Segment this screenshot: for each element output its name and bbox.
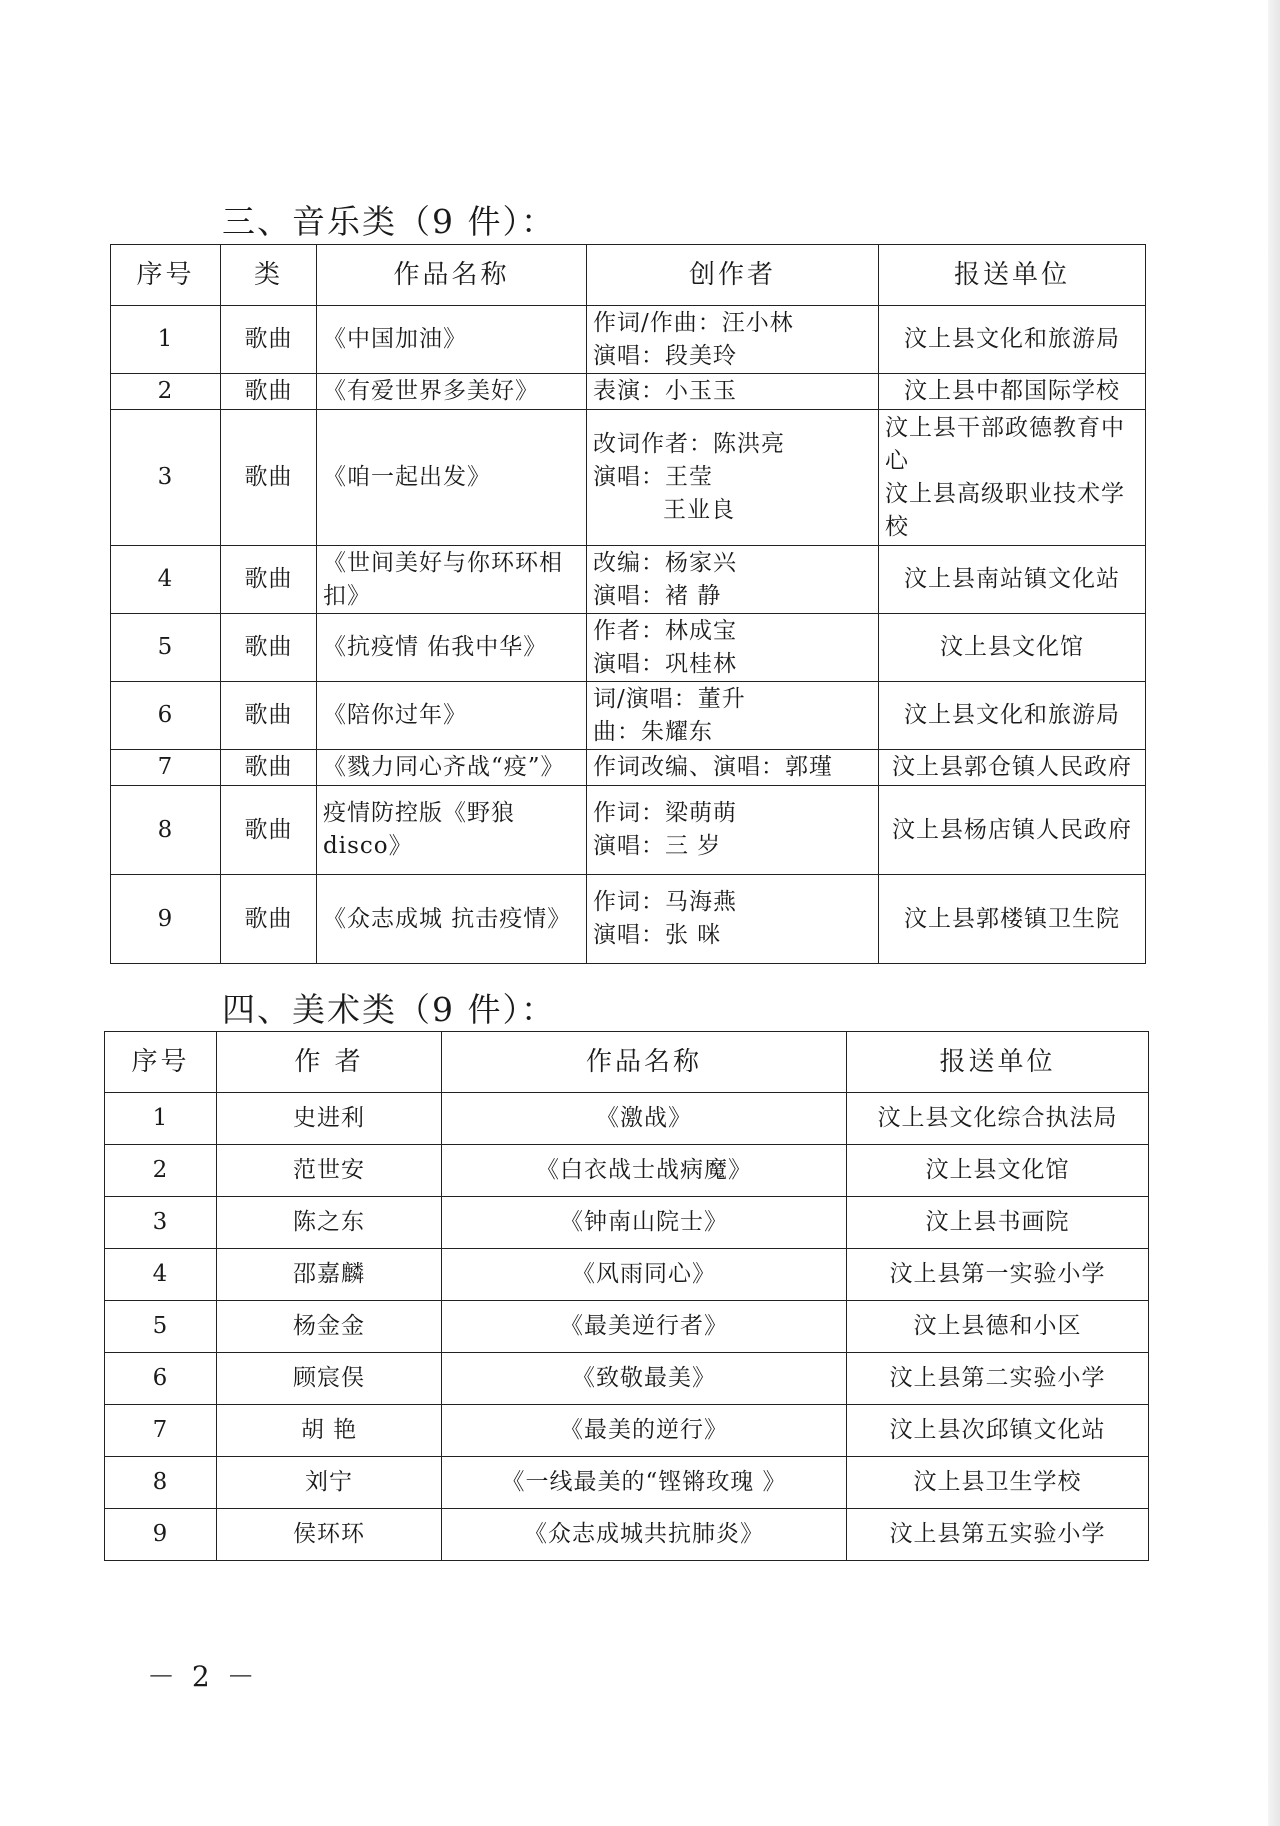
art-cell-author: 史进利: [217, 1093, 442, 1145]
creator-line: 作词/作曲：汪小林: [593, 309, 794, 336]
music-header-creator: 创作者: [587, 245, 879, 306]
creator-line: 演唱：段美玲: [593, 342, 737, 369]
creator-line: 演唱：王莹: [593, 464, 713, 490]
music-cell-no: 1: [111, 306, 221, 374]
music-cell-no: 4: [111, 546, 221, 614]
art-cell-name: 《最美的逆行》: [442, 1405, 847, 1457]
music-cell-type: 歌曲: [221, 682, 317, 750]
music-cell-creator: [587, 682, 879, 750]
music-cell-creator: [587, 374, 879, 410]
art-cell-no: 9: [105, 1509, 217, 1561]
art-cell-no: 6: [105, 1353, 217, 1405]
creator-line: 改编：杨家兴: [593, 549, 737, 576]
music-table: [110, 244, 1146, 964]
art-cell-no: 3: [105, 1197, 217, 1249]
art-cell-unit: 汶上县文化综合执法局: [847, 1093, 1149, 1145]
unit-line: 汶上县高级职业技术学校: [885, 480, 1125, 540]
music-cell-no: 5: [111, 614, 221, 682]
music-cell-type: 歌曲: [221, 410, 317, 546]
creator-line: 词/演唱：董升: [593, 685, 746, 712]
music-cell-name: 《世间美好与你环环相扣》: [317, 546, 587, 614]
art-cell-unit: 汶上县第二实验小学: [847, 1353, 1149, 1405]
art-cell-author: 杨金金: [217, 1301, 442, 1353]
music-cell-type: 歌曲: [221, 750, 317, 786]
music-header-name: 作品名称: [317, 245, 587, 306]
music-cell-no: 6: [111, 682, 221, 750]
art-cell-author: 顾宸俣: [217, 1353, 442, 1405]
art-header-name: 作品名称: [442, 1032, 847, 1093]
unit-line: 汶上县文化馆: [940, 634, 1084, 660]
art-cell-name: 《一线最美的“铿锵玫瑰 》: [442, 1457, 847, 1509]
art-cell-no: 7: [105, 1405, 217, 1457]
music-row: [111, 306, 1146, 374]
music-cell-no: 3: [111, 410, 221, 546]
creator-line: 王业良: [663, 497, 735, 523]
music-cell-no: 8: [111, 786, 221, 875]
art-cell-name: 《风雨同心》: [442, 1249, 847, 1301]
music-cell-no: 7: [111, 750, 221, 786]
art-row: [105, 1197, 1149, 1249]
music-cell-unit: [879, 306, 1146, 374]
music-cell-unit: [879, 875, 1146, 964]
music-header-no: 序号: [111, 245, 221, 306]
music-cell-name: 《众志成城 抗击疫情》: [317, 875, 587, 964]
art-cell-author: 邵嘉麟: [217, 1249, 442, 1301]
art-row: [105, 1457, 1149, 1509]
music-cell-no: 2: [111, 374, 221, 410]
page-number: － 2 －: [147, 1660, 259, 1693]
music-cell-unit: [879, 786, 1146, 875]
art-cell-name: 《激战》: [442, 1093, 847, 1145]
art-cell-unit: 汶上县第五实验小学: [847, 1509, 1149, 1561]
art-row: [105, 1353, 1149, 1405]
music-cell-name: 疫情防控版《野狼 disco》: [317, 786, 587, 875]
art-cell-author: 胡 艳: [217, 1405, 442, 1457]
creator-line: 演唱：张 咪: [593, 922, 722, 948]
art-row: [105, 1509, 1149, 1561]
music-section-title: 三、音乐类（9 件）：: [222, 202, 556, 241]
music-row: [111, 410, 1146, 546]
music-cell-unit: [879, 546, 1146, 614]
art-cell-no: 4: [105, 1249, 217, 1301]
creator-line: 演唱：褚 静: [593, 582, 722, 609]
music-cell-creator: [587, 750, 879, 786]
music-cell-type: 歌曲: [221, 786, 317, 875]
art-table: [104, 1031, 1149, 1561]
art-row: [105, 1145, 1149, 1197]
art-section-title: 四、美术类（9 件）：: [222, 990, 556, 1029]
art-cell-name: 《最美逆行者》: [442, 1301, 847, 1353]
art-cell-author: 刘宁: [217, 1457, 442, 1509]
music-cell-name: 《咱一起出发》: [317, 410, 587, 546]
unit-line: 汶上县郭仓镇人民政府: [892, 754, 1132, 780]
art-cell-unit: 汶上县德和小区: [847, 1301, 1149, 1353]
music-cell-type: 歌曲: [221, 374, 317, 410]
creator-line: 表演：小玉玉: [593, 378, 737, 404]
music-cell-unit: [879, 374, 1146, 410]
unit-line: 汶上县郭楼镇卫生院: [904, 905, 1120, 932]
music-cell-type: 歌曲: [221, 546, 317, 614]
music-cell-name: 《中国加油》: [317, 306, 587, 374]
music-cell-type: 歌曲: [221, 875, 317, 964]
creator-line: 演唱：三 岁: [593, 833, 722, 859]
art-cell-no: 8: [105, 1457, 217, 1509]
music-row: [111, 682, 1146, 750]
music-cell-unit: [879, 750, 1146, 786]
art-cell-author: 范世安: [217, 1145, 442, 1197]
music-row: [111, 374, 1146, 410]
music-cell-creator: [587, 786, 879, 875]
music-cell-creator: [587, 306, 879, 374]
music-cell-name: 《有爱世界多美好》: [317, 374, 587, 410]
art-cell-name: 《白衣战士战病魔》: [442, 1145, 847, 1197]
music-header-row: [111, 245, 1146, 306]
unit-line: 汶上县南站镇文化站: [904, 566, 1120, 592]
art-row: [105, 1405, 1149, 1457]
art-cell-author: 陈之东: [217, 1197, 442, 1249]
page-edge: [1268, 0, 1280, 1826]
music-cell-unit: [879, 682, 1146, 750]
music-header-unit: 报送单位: [879, 245, 1146, 306]
art-cell-no: 5: [105, 1301, 217, 1353]
art-cell-unit: 汶上县次邱镇文化站: [847, 1405, 1149, 1457]
music-cell-creator: [587, 546, 879, 614]
music-cell-no: 9: [111, 875, 221, 964]
music-row: [111, 875, 1146, 964]
music-cell-creator: [587, 875, 879, 964]
unit-line: 汶上县中都国际学校: [904, 378, 1120, 404]
creator-line: 作者：林成宝: [593, 617, 737, 644]
music-row: [111, 786, 1146, 875]
art-cell-no: 1: [105, 1093, 217, 1145]
music-cell-unit: [879, 410, 1146, 546]
creator-line: 改词作者：陈洪亮: [593, 431, 785, 457]
art-header-row: [105, 1032, 1149, 1093]
creator-line: 作词改编、演唱：郭瑾: [593, 754, 833, 780]
art-cell-unit: 汶上县书画院: [847, 1197, 1149, 1249]
music-cell-type: 歌曲: [221, 306, 317, 374]
art-row: [105, 1249, 1149, 1301]
art-header-unit: 报送单位: [847, 1032, 1149, 1093]
art-cell-unit: 汶上县卫生学校: [847, 1457, 1149, 1509]
creator-line: 作词：马海燕: [593, 889, 737, 915]
music-row: [111, 750, 1146, 786]
unit-line: 汶上县文化和旅游局: [904, 326, 1120, 352]
music-cell-creator: [587, 410, 879, 546]
art-cell-name: 《众志成城共抗肺炎》: [442, 1509, 847, 1561]
art-header-author: 作 者: [217, 1032, 442, 1093]
music-header-type: 类: [221, 245, 317, 306]
unit-line: 汶上县文化和旅游局: [904, 702, 1120, 728]
art-header-no: 序号: [105, 1032, 217, 1093]
art-cell-name: 《钟南山院士》: [442, 1197, 847, 1249]
music-cell-creator: [587, 614, 879, 682]
creator-line: 曲：朱耀东: [593, 718, 713, 745]
music-cell-type: 歌曲: [221, 614, 317, 682]
art-row: [105, 1093, 1149, 1145]
music-cell-name: 《陪你过年》: [317, 682, 587, 750]
unit-line: 汶上县杨店镇人民政府: [892, 816, 1132, 843]
creator-line: 作词：梁萌萌: [593, 800, 737, 826]
music-row: [111, 546, 1146, 614]
art-row: [105, 1301, 1149, 1353]
creator-line: 演唱：巩桂林: [593, 650, 737, 677]
art-cell-unit: 汶上县第一实验小学: [847, 1249, 1149, 1301]
music-cell-name: 《戮力同心齐战“疫”》: [317, 750, 587, 786]
unit-line: 汶上县干部政德教育中心: [885, 414, 1125, 474]
art-cell-author: 侯环环: [217, 1509, 442, 1561]
art-cell-unit: 汶上县文化馆: [847, 1145, 1149, 1197]
art-cell-name: 《致敬最美》: [442, 1353, 847, 1405]
music-cell-name: 《抗疫情 佑我中华》: [317, 614, 587, 682]
art-cell-no: 2: [105, 1145, 217, 1197]
music-cell-unit: [879, 614, 1146, 682]
music-row: [111, 614, 1146, 682]
